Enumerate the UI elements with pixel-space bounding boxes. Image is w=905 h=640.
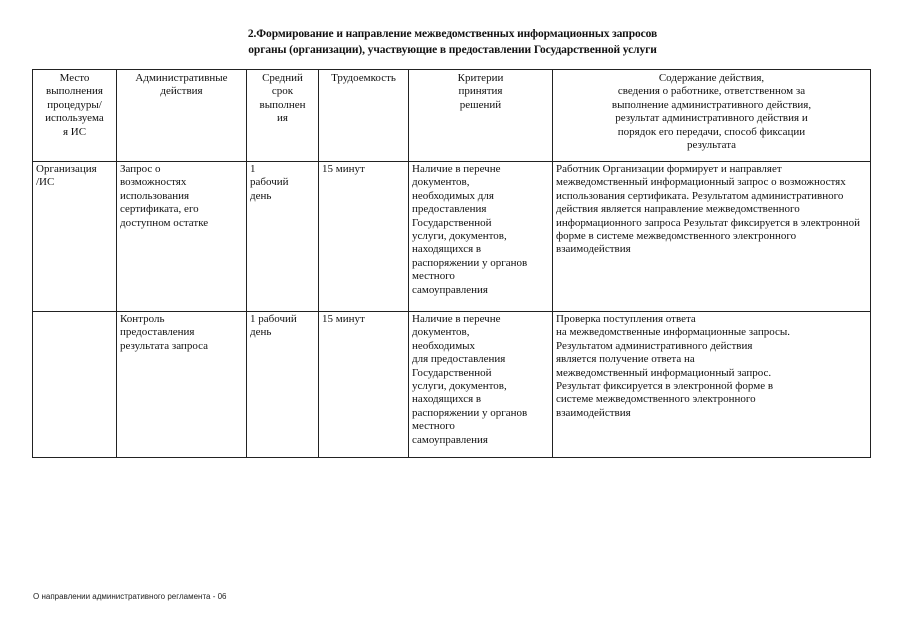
cell-term: 1 рабочий день [247,162,319,312]
table-row [33,162,871,312]
section-heading-line-1: 2.Формирование и направление межведомственных информационных запросов [247,28,658,40]
cell-criteria: Наличие в перечне документов, необходимых для предоставления Государственной услуги, документов, находящихся в распоряжении у органов местного самоуправления [409,312,553,458]
cell-content: Работник Организации формирует и направляет межведомственный информационный запрос о возможностях использования сертификата. Результатом административного действия является направление межведомственного информационного запроса Результат фиксируется в электронной форме в системе межведомственного электронного взаимодействия [553,162,871,312]
header-place: Место выполнения процедуры/ используема я ИС [33,70,117,162]
cell-place [33,312,117,458]
table-row [33,312,871,458]
cell-labor: 15 минут [319,312,409,458]
cell-place: Организация /ИС [33,162,117,312]
table-header-row [33,70,871,162]
header-criteria: Критерии принятия решений [409,70,553,162]
section-heading-line-2: органы (организации), участвующие в предоставлении Государственной услуги [248,44,657,56]
cell-criteria: Наличие в перечне документов, необходимых для предоставления Государственной услуги, документов, находящихся в распоряжении у органов местного самоуправления [409,162,553,312]
page-footer: О направлении административного регламента - 06 [33,592,227,601]
header-content: Содержание действия, сведения о работнике, ответственном за выполнение административного действия, результат административного действия и порядок его передачи, способ фиксации результата [553,70,871,162]
header-actions: Административные действия [117,70,247,162]
cell-labor: 15 минут [319,162,409,312]
cell-action: Запрос о возможностях использования сертификата, его доступном остатке [117,162,247,312]
procedure-table [32,69,871,458]
cell-action: Контроль предоставления результата запроса [117,312,247,458]
cell-term: 1 рабочий день [247,312,319,458]
cell-content: Проверка поступления ответа на межведомственные информационные запросы. Результатом административного действия является получение ответа на межведомственный информационный запрос. Результат фиксируется в электронной форме в системе межведомственного электронного взаимодействия [553,312,871,458]
header-term: Средний срок выполнен ия [247,70,319,162]
header-labor: Трудоемкость [319,70,409,162]
